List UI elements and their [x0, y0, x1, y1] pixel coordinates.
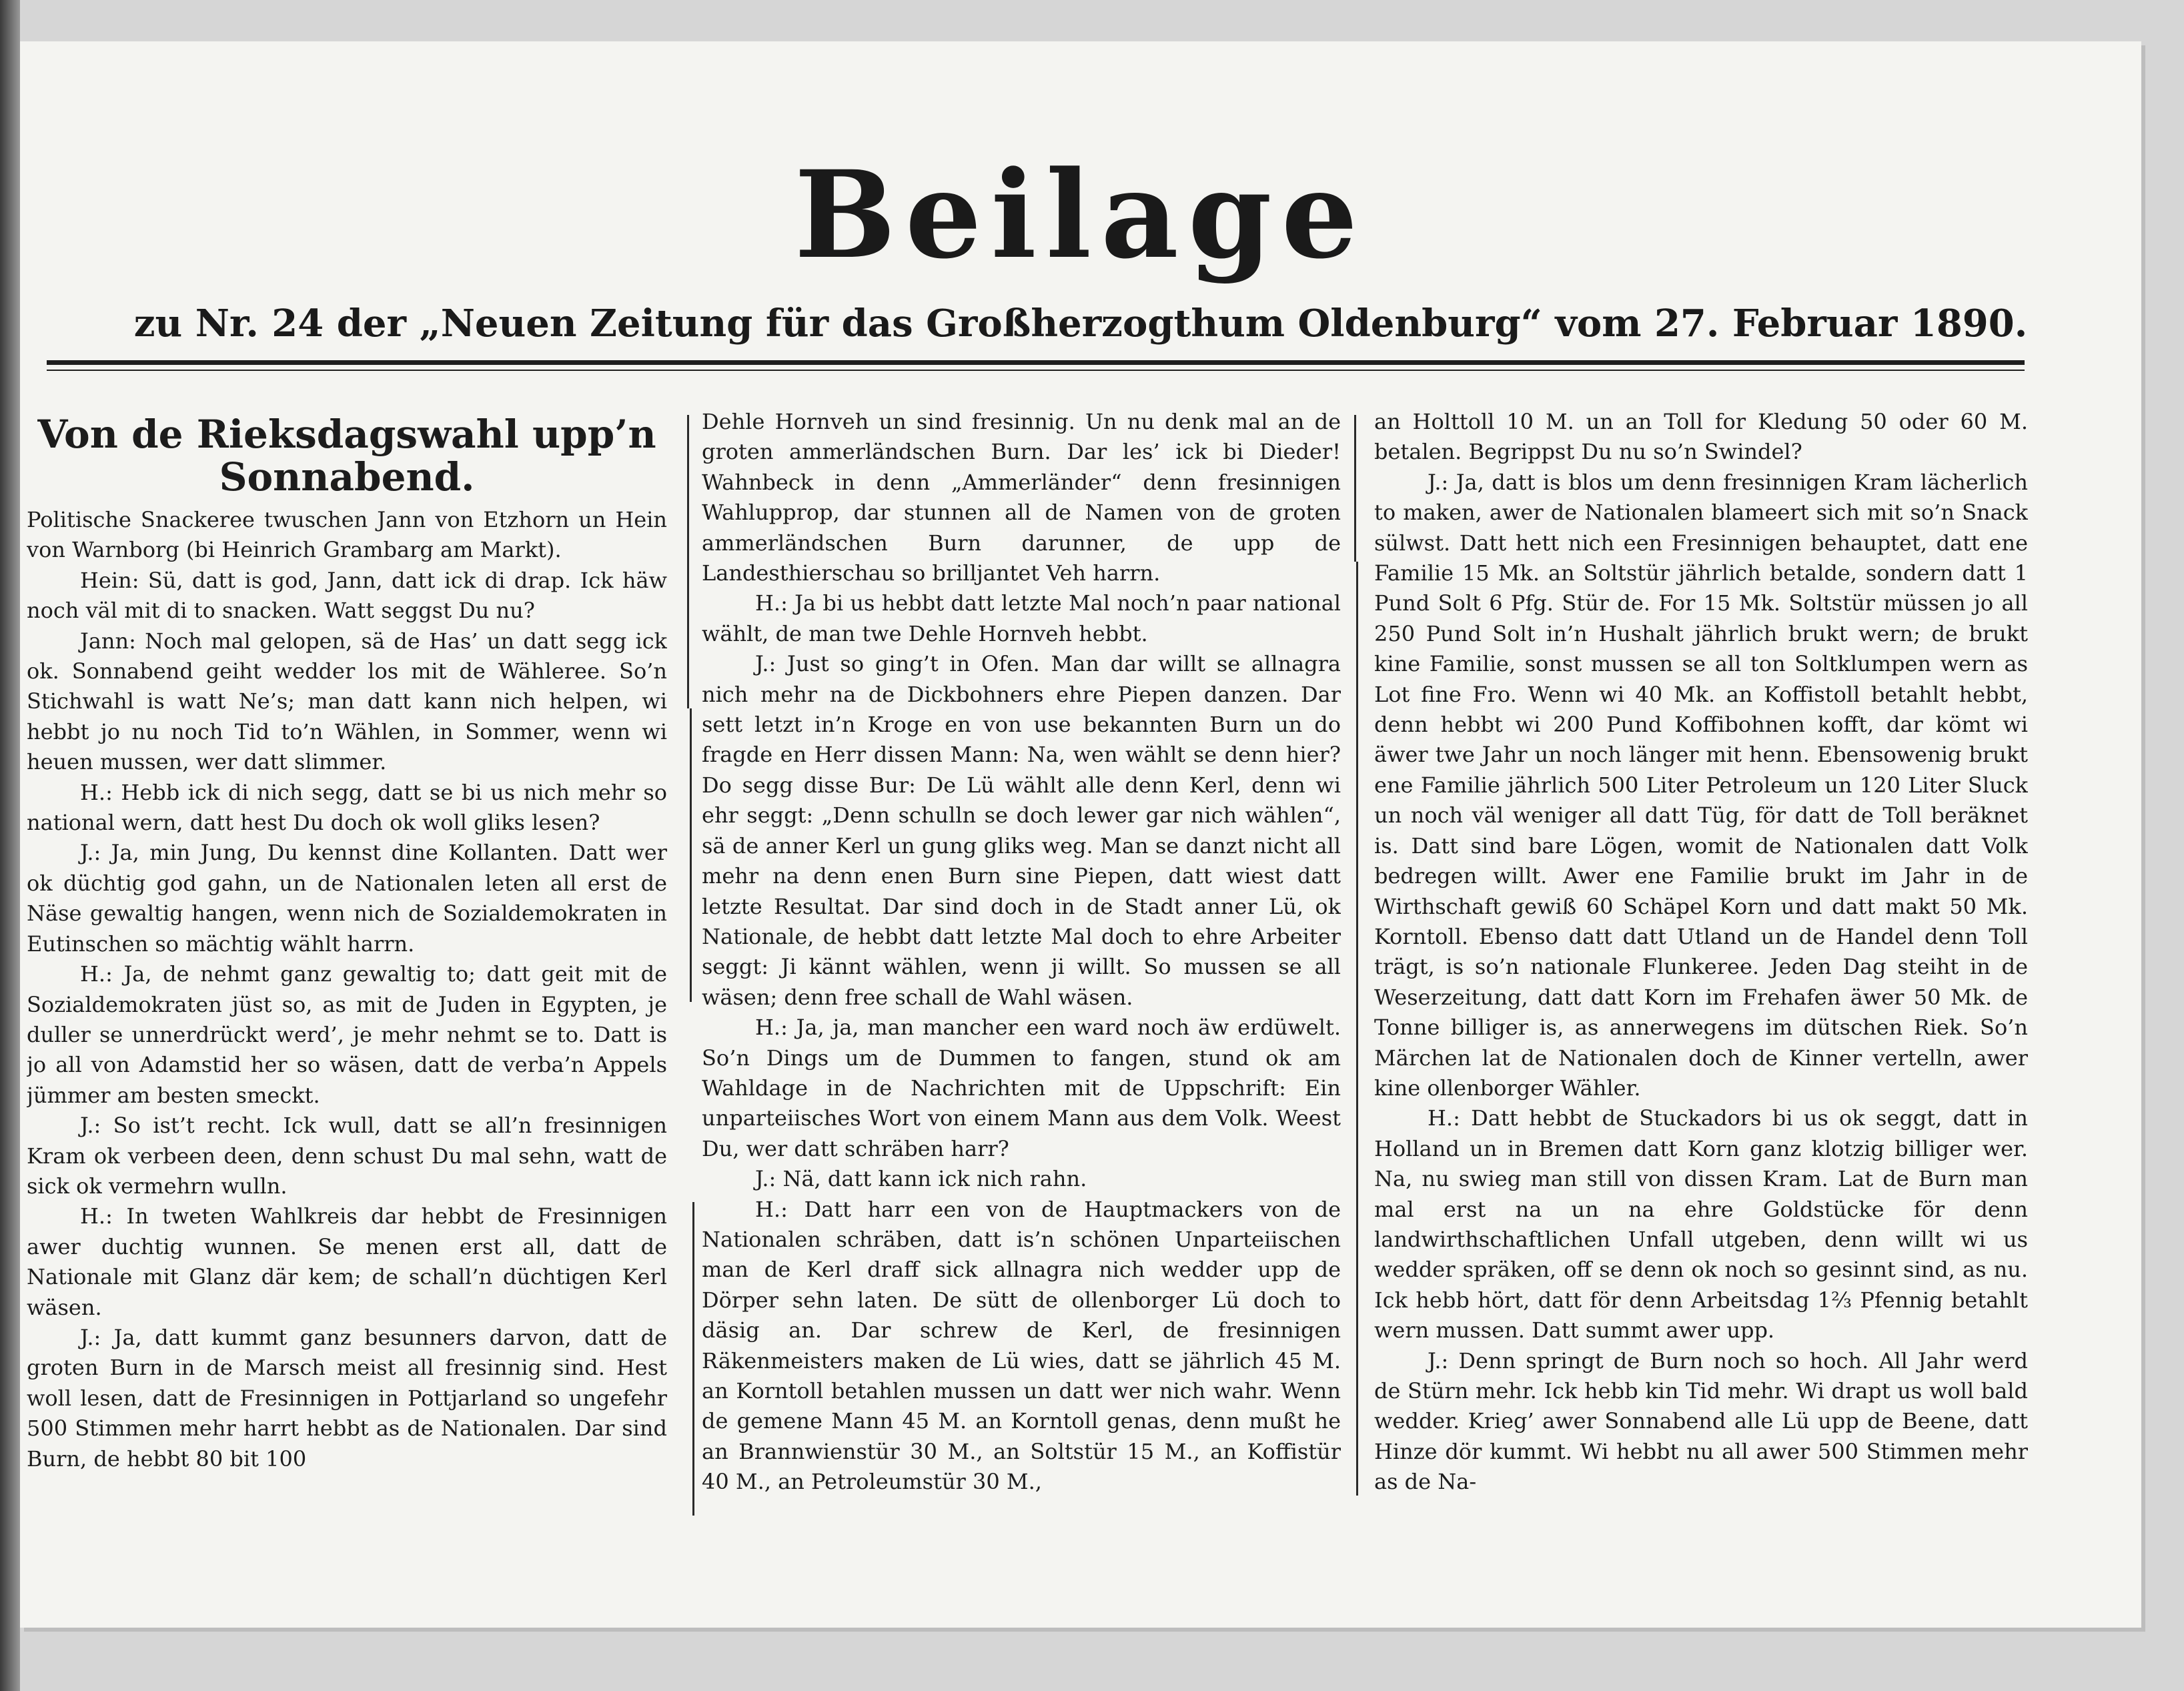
- col3-paragraph: J.: Ja, datt is blos um denn fresinnigen Kram lächerlich to maken, awer de Nationalen blameert sich mit so’n Snack sülwst. Datt hett nich een Fresinnigen behauptet, datt ene Familie 15 Mk. an Soltstür jährlich betalde, sondern datt 1 Pund Solt 6 Pfg. Stür de. For 15 Mk. Soltstür müssen jo all 250 Pund Solt in’n Hushalt jährlich brukt wern; de brukt kine Familie, sonst mussen se all ton Soltklumpen wern as Lot fine Fro. Wenn wi 40 Mk. an Koffistoll betahlt hebbt, denn hebbt wi 200 Pund Koffibohnen kofft, dar kömt wi äwer twe Jahr un noch länger mit henn. Ebensowenig brukt ene Familie jährlich 500 Liter Petroleum un 120 Liter Sluck un noch väl weniger all datt Tüg, för datt de Toll beräknet is. Datt sind bare Lögen, womit de Nationalen datt Volk bedregen willt. Awer ene Familie brukt im Jahr in de Wirthschaft gewiß 60 Schäpel Korn und datt makt 50 Mk. Korntoll. Ebenso datt datt Utland un de Handel denn Toll trägt, is so’n nationale Flunkeree. Jeden Dag steiht in de Weserzeitung, datt datt Korn im Frehafen äwer 50 Mk. de Tonne billiger is, as annerwegens im dütschen Riek. So’n Märchen lat de Nationalen doch de Kinner vertelln, awer kine ollenborger Wähler.: [1374, 469, 2028, 1101]
- masthead-title: Beilage: [794, 145, 1368, 286]
- col3-paragraph: an Holttoll 10 M. un an Toll for Kledung 50 oder 60 M. betalen. Begrippst Du nu so’n Swindel?: [1374, 409, 2028, 465]
- masthead-rule-thin: [47, 370, 2025, 371]
- col1-paragraph: H.: Ja, de nehmt ganz gewaltig to; datt geit mit de Sozialdemokraten jüst so, as mit de Juden in Egypten, je duller se unnerdrückt werd’, je mehr nehmt se to. Datt is jo all von Adamstid her so wäsen, datt de verba’n Appels jümmer am besten smeckt.: [27, 961, 667, 1108]
- col1-paragraph: Hein: Sü, datt is god, Jann, datt ick di drap. Ick häw noch väl mit di to snacken. Watt seggst Du nu?: [27, 567, 667, 624]
- masthead-subtitle: zu Nr. 24 der „Neuen Zeitung für das Großherzogthum Oldenburg“ vom 27. Februar 1890.: [133, 302, 2028, 346]
- col2-paragraph: J.: Nä, datt kann ick nich rahn.: [755, 1166, 1087, 1192]
- col2-paragraph: H.: Ja bi us hebbt datt letzte Mal noch’n paar national wählt, de man twe Dehle Hornveh hebbt.: [702, 590, 1341, 646]
- col1-paragraph: H.: Hebb ick di nich segg, datt se bi us nich mehr so national wern, datt hest Du doch ok woll gliks lesen?: [27, 779, 667, 836]
- column-rule-2a: [1354, 415, 1356, 562]
- column-rule-1c: [692, 1202, 694, 1516]
- column-1: [27, 405, 667, 1579]
- masthead-rule-thick: [47, 360, 2025, 365]
- newspaper-page: [20, 41, 2141, 1628]
- col2-paragraph: J.: Just so ging’t in Ofen. Man dar willt se allnagra nich mehr na de Dickbohners ehre Piepen danzen. Dar sett letzt in’n Kroge en von use bekannten Burn un do fragde en Herr dissen Mann: Na, wen wählt se denn hier? Do segg disse Bur: De Lü wählt alle denn Kerl, denn wi ehr seggt: „Denn schulln se doch lewer gar nich wählen“, sä de anner Kerl un gung gliks weg. Man se danzt nicht all mehr na denn enen Burn sine Piepen, datt wiest datt letzte Resultat. Dar sind doch in de Stadt anner Lü, ok Nationale, de hebbt datt letzte Mal doch to ehre Arbeiter seggt: Ji kännt wählen, wenn ji willt. So mussen se all wäsen; denn free schall de Wahl wäsen.: [702, 651, 1341, 1010]
- column-rule-1b: [690, 708, 692, 1002]
- column-rule-2b: [1356, 562, 1358, 1496]
- article-intro: Politische Snackeree twuschen Jann von Etzhorn un Hein von Warnborg (bi Heinrich Grambarg am Markt).: [27, 507, 667, 563]
- scan-edge-shadow: [0, 0, 20, 1691]
- col2-paragraph: H.: Datt harr een von de Hauptmackers von de Nationalen schräben, datt is’n schönen Unparteiischen man de Kerl draff sick allnagra nich wedder upp de Dörper sehn laten. De sütt de ollenborger Lü doch to däsig an. Dar schrew de Kerl, de fresinnigen Räkenmeisters maken de Lü wies, datt se jährlich 45 M. an Korntoll betahlen mussen un datt wer nich wahr. Wenn de gemene Mann 45 M. an Korntoll genas, denn mußt he an Brannwienstür 30 M., an Soltstür 15 M., an Koffistür 40 M., an Petroleumstür 30 M.,: [702, 1196, 1341, 1495]
- col3-paragraph: H.: Datt hebbt de Stuckadors bi us ok seggt, datt in Holland un in Bremen datt Korn ganz klotzig billiger wer. Na, nu swieg man still von dissen Kram. Lat de Burn man mal erst na un na ehre Goldstücke för denn landwirthschaftlichen Unfall utgeben, denn willt wi us wedder spräken, off se denn ok noch so gesinnt sind, as nu. Ick hebb hört, datt för denn Arbeitsdag 1⅔ Pfennig betahlt wern mussen. Datt summt awer upp.: [1374, 1105, 2028, 1343]
- col3-paragraph: J.: Denn springt de Burn noch so hoch. All Jahr werd de Stürn mehr. Ick hebb kin Tid mehr. Wi drapt us woll bald wedder. Krieg’ awer Sonnabend alle Lü upp de Beene, datt Hinze dör kummt. Wi hebbt nu all awer 500 Stimmen mehr as de Na-: [1374, 1347, 2028, 1495]
- column-2: [702, 407, 1341, 1581]
- col2-paragraph: Dehle Hornveh un sind fresinnig. Un nu denk mal an de groten ammerländschen Burn. Dar les’ ick bi Dieder! Wahnbeck in denn „Ammerländer“ denn fresinnigen Wahlupprop, dar stunnen all de Namen von de groten ammerländschen Burn darunner, de upp de Landesthierschau so brilljantet Veh harrn.: [702, 409, 1341, 586]
- column-3: [1374, 407, 2028, 1581]
- article-title: Von de Rieksdagswahl upp’n Sonnabend.: [37, 412, 656, 500]
- col1-paragraph: J.: Ja, datt kummt ganz besunners darvon, datt de groten Burn in de Marsch meist all fresinnig sind. Hest woll lesen, datt de Fresinnigen in Pottjarland so ungefehr 500 Stimmen mehr harrt hebbt as de Nationalen. Dar sind Burn, de hebbt 80 bit 100: [27, 1324, 667, 1472]
- col1-paragraph: J.: Ja, min Jung, Du kennst dine Kollanten. Datt wer ok düchtig god gahn, un de Nationalen leten all erst de Näse gewaltig hangen, wenn nich de Sozialdemokraten in Eutinschen so mächtig wählt harrn.: [27, 840, 667, 957]
- col1-paragraph: J.: So ist’t recht. Ick wull, datt se all’n fresinnigen Kram ok verbeen deen, denn schust Du mal sehn, watt de sick ok vermehrn wulln.: [27, 1113, 667, 1199]
- column-rule-1a: [687, 415, 689, 708]
- col1-paragraph: Jann: Noch mal gelopen, sä de Has’ un datt segg ick ok. Sonnabend geiht wedder los mit de Wähleree. So’n Stichwahl is watt Ne’s; man datt kann nich helpen, wi hebbt jo nu noch Tid to’n Wählen, in Sommer, wenn wi heuen mussen, wer datt slimmer.: [27, 628, 667, 775]
- col1-paragraph: H.: In tweten Wahlkreis dar hebbt de Fresinnigen awer duchtig wunnen. Se menen erst all, datt de Nationale mit Glanz där kem; de schall’n düchtigen Kerl wäsen.: [27, 1203, 667, 1320]
- col2-paragraph: H.: Ja, ja, man mancher een ward noch äw erdüwelt. So’n Dings um de Dummen to fangen, stund ok am Wahldage in de Nachrichten mit de Uppschrift: Ein unparteiisches Wort von einem Mann aus dem Volk. Weest Du, wer datt schräben harr?: [702, 1015, 1341, 1161]
